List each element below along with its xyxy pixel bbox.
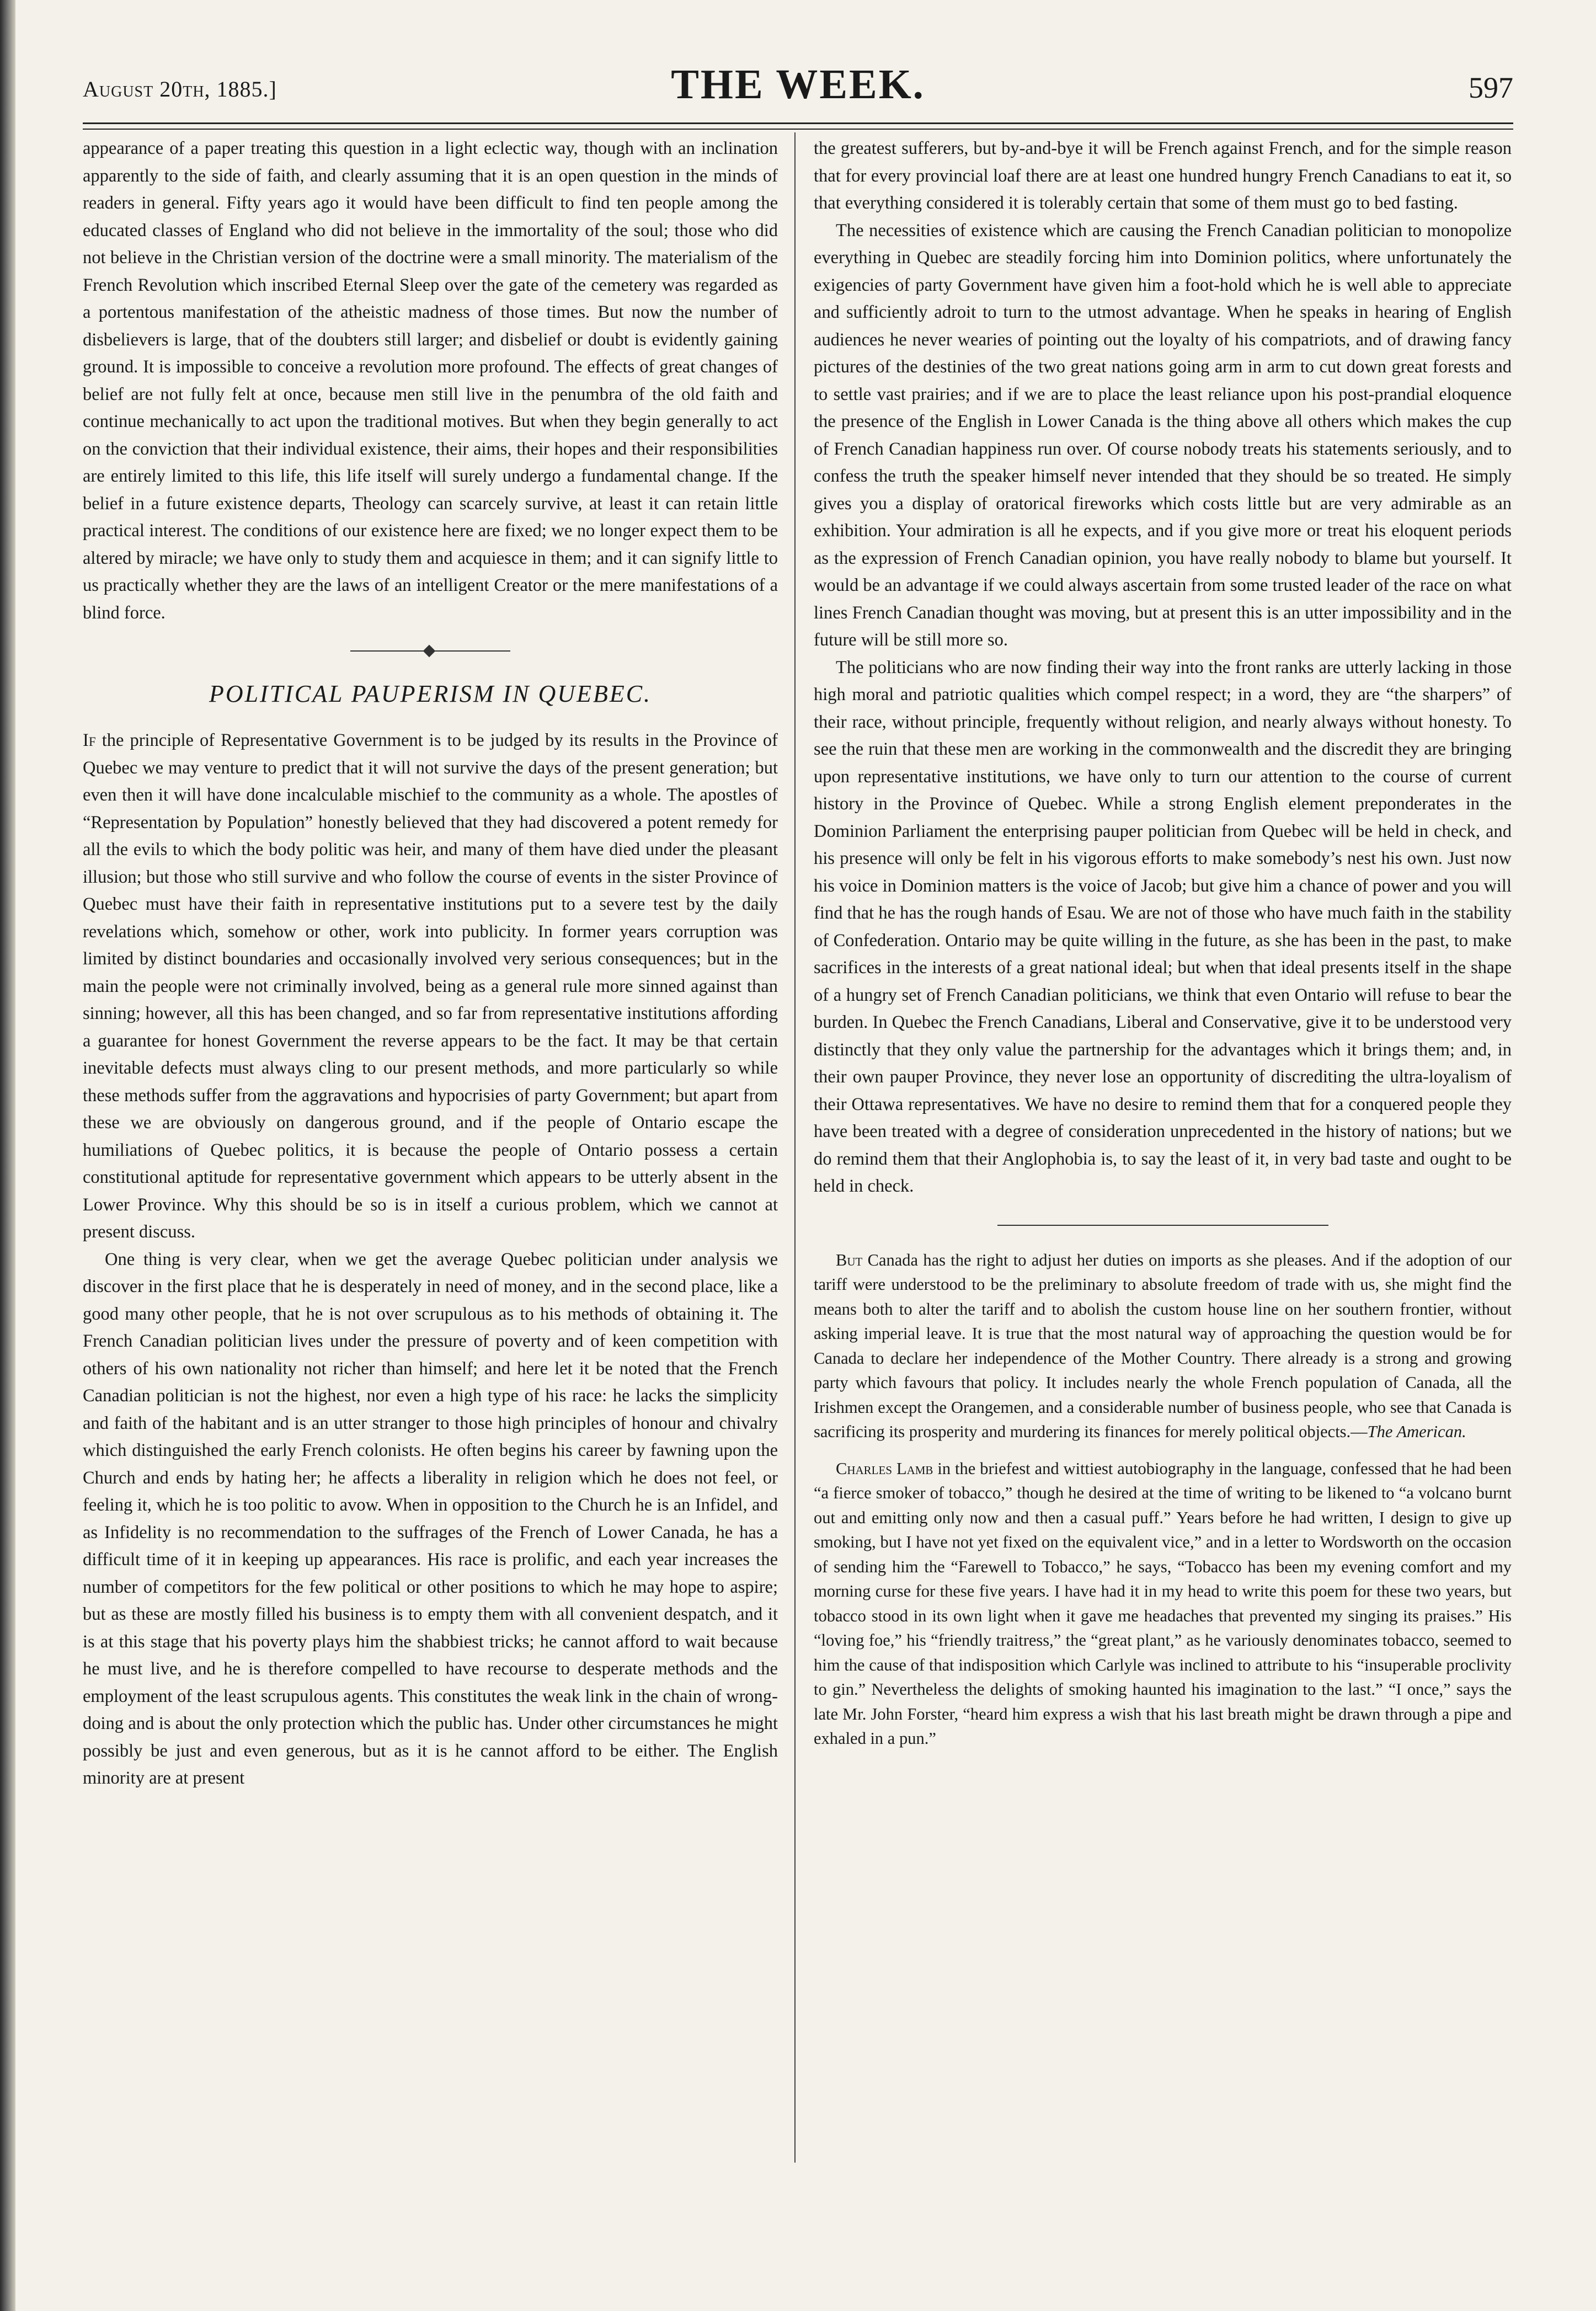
article-title: POLITICAL PAUPERISM IN QUEBEC.: [209, 680, 652, 707]
publication-title: THE WEEK.: [671, 61, 925, 108]
article-paragraph-2: One thing is very clear, when we get the average Quebec politician under analysis we discover in the first place that he is desperately in need of money, and in the second place, like a good many other people, that he is not over scrupulous as to his methods of obtaining it. The French Canadian politician lives under the pressure of poverty and of keen competition with others of his own nationality not richer than himself; and here let it be noted that the French Canadian politician is not the highest, nor even a high type of his race: he lacks the simplicity and faith of the habitant and is an utter stranger to those high principles of honour and chivalry which distinguished the early French colonists. He often begins his career by fawning upon the Church and ends by hating her; he affects a liberality in religion which he does not feel, or feeling it, which he is too politic to avow. When in opposition to the Church he is an Infidel, and as Infidelity is no recommendation to the suffrages of the French of Lower Canada, he has a difficult time of it in keeping up appearances. His race is prolific, and each year increases the number of competitors for the few political or other positions to which he may hope to aspire; but as these are mostly filled his business is to empty them with all convenient despatch, and it is at this stage that his poverty plays him the shabbiest tricks; he cannot afford to wait because he must live, and he is therefore compelled to have recourse to desperate methods and the employment of the least scrupulous agents. This constitutes the weak link in the chain of wrong-doing and is about the only protection which the public has. Under other circumstances he might possibly be just and even generous, but as it is he cannot afford to be either. The English minority are at present: [83, 1249, 778, 1788]
left-column: [83, 135, 778, 1792]
note-lead-word: But: [836, 1250, 863, 1269]
note-source: The American.: [1367, 1422, 1466, 1441]
note-charles-lamb: [814, 1456, 1512, 1751]
article-paragraph-5: The politicians who are now finding their way into the front ranks are utterly lacking in those high moral and patriotic qualities which compel respect; in a word, they are “the sharpers” of their race, without principle, frequently without religion, and nearly always without honesty. To see the ruin that these men are working in the commonwealth and the discredit they are bringing upon representative institutions, we have only to turn our attention to the course of current history in the Province of Quebec. While a strong English element preponderates in the Dominion Parliament the enterprising pauper politician from Quebec will be held in check, and his presence will only be felt in his vigorous efforts to make somebody’s nest his own. Just now his voice in Dominion matters is the voice of Jacob; but give him a chance of power and you will find that he has the rough hands of Esau. We are not of those who have much faith in the stability of Confederation. Ontario may be quite willing in the future, as she has been in the past, to make sacrifices in the interests of a great national ideal; but when that ideal presents itself in the shape of a hungry set of French Canadian politicians, we think that even Ontario will refuse to bear the burden. In Quebec the French Canadians, Liberal and Conservative, give it to be understood very distinctly that they only value the partnership for the advantages which it brings them; and, in their own pauper Province, they never lose an opportunity of discrediting the ultra-loyalism of their Ottawa representatives. We have no desire to remind them that for a conquered people they have been treated with a degree of consideration unprecedented in the history of nations; but we do remind them that their Anglophobia is, to say the least of it, in very bad taste and ought to be held in check.: [814, 657, 1512, 1196]
page-binding-edge: [0, 0, 15, 2311]
page-header: [83, 61, 1513, 121]
note-lead-name: Charles Lamb: [836, 1459, 933, 1478]
note-canada-tariff: [814, 1248, 1512, 1444]
column-divider: [794, 132, 796, 2163]
section-ornament: [350, 647, 510, 655]
note-canada-text: Canada has the right to adjust her duties on imports as she pleases. And if the adoption of our tariff were understood to be the preliminary to absolute freedom of trade with us, she might find the means both to alter the tariff and to abolish the custom house line on her southern frontier, without asking imperial leave. It is true that the most natural way of approaching the question would be for Canada to declare her independence of the Mother Country. There already is a strong and growing party which favours that policy. It includes nearly the whole French population of Canada, all the Irishmen except the Orangemen, and a considerable number of business people, who see that Canada is sacrificing its prosperity and murdering its finances for merely political objects.—: [814, 1250, 1512, 1441]
note-lamb-text: in the briefest and wittiest autobiography in the language, confessed that he had been “a fierce smoker of tobacco,” though he desired at the time of writing to be likened to “a volcano burnt out and emitting only now and then a casual puff.” Years before he had written, I design to give up smoking, but I have not yet fixed on the equivalent vice,” and in a letter to Wordsworth on the occasion of sending him the “Farewell to Tobacco,” he says, “Tobacco has been my evening comfort and my morning curse for these five years. I have had it in my head to write this poem for these two years, but tobacco stood in its own light when it gave me headaches that prevented my singing its praises.” His “loving foe,” his “friendly traitress,” the “great plant,” as he variously denominates tobacco, seemed to him the cause of that indisposition which Carlyle was inclined to attribute to his “insuperable proclivity to gin.” Nevertheless the delights of smoking haunted his imagination to the last.” “I once,” says the late Mr. John Forster, “heard him express a wish that his last breath might be drawn through a pipe and exhaled in a pun.”: [814, 1459, 1512, 1748]
article-paragraph-1: [83, 727, 778, 1246]
article-paragraph-1-text: the principle of Representative Government is to be judged by its results in the Province of Quebec we may venture to predict that it will not survive the days of the present generation; but even then it will have done incalculable mischief to the community as a whole. The apostles of “Representation by Population” honestly believed that they had discovered a potent remedy for all the evils to which the body politic was heir, and many of them have died under the pleasant illusion; but those who still survive and who follow the course of events in the sister Province of Quebec must have their faith in representative institutions put to a severe test by the daily revelations which, somehow or other, work into publicity. In former years corruption was limited by distinct boundaries and occasionally involved very serious consequences; but in the main the people were not criminally involved, being as a general rule more sinned against than sinning; however, all this has been changed, and so far from representative institutions affording a guarantee for honest Government the reverse appears to be the fact. It may be that certain inevitable defects must always cling to our present methods, and more particularly so while these methods suffer from the aggravations and hypocrisies of party Government; but apart from these we are obviously on dangerous ground, and if the people of Ontario escape the humiliations of Quebec politics, it is because the people of Ontario possess a certain constitutional aptitude for representative government which appears to be utterly absent in the Lower Province. Why this should be so is in itself a curious problem, which we cannot at present discuss.: [83, 730, 778, 1242]
header-rule: [83, 122, 1513, 130]
right-column: [814, 135, 1512, 1763]
section-divider: [997, 1225, 1328, 1226]
article-paragraph-4: The necessities of existence which are causing the French Canadian politician to monopolize everything in Quebec are steadily forcing him into Dominion politics, where unfortunately the exigencies of party Government have given him a foot-hold which he is well able to appreciate and sufficiently adroit to turn to the utmost advantage. When he speaks in hearing of English audiences he never wearies of pointing out the loyalty of his compatriots, and of drawing fancy pictures of the destinies of the two great nations going arm in arm to cut down great forests and to settle vast prairies; and if we are to place the least reliance upon his post-prandial eloquence the presence of the English in Lower Canada is the thing above all others which makes the cup of French Canadian happiness run over. Of course nobody treats his statements seriously, and to confess the truth the speaker himself never intended that they should be so treated. He simply gives you a display of oratorical fireworks which costs little but are very admirable as an exhibition. Your admiration is all he expects, and if you give more or treat his eloquent periods as the expression of French Canadian opinion, you have really nobody to blame but yourself. It would be an advantage if we could always ascertain from some trusted leader of the race on what lines French Canadian thought was moving, but at present this is an utter impossibility and in the future will be still more so.: [814, 220, 1512, 650]
header-date: August 20th, 1885.]: [83, 77, 277, 102]
article-lead-word: If: [83, 730, 96, 750]
notes-section: [814, 1248, 1512, 1751]
page-number: 597: [1469, 71, 1513, 104]
intro-paragraph: appearance of a paper treating this question in a light eclectic way, though with an inclination apparently to the side of faith, and clearly assuming that it is an open question in the minds of readers in general. Fifty years ago it would have been difficult to find ten people among the educated classes of England who did not believe in the immortality of the soul; those who did not believe in the Christian version of the doctrine were a small minority. The materialism of the French Revolution which inscribed Eternal Sleep over the gate of the cemetery was regarded as a portentous manifestation of the atheistic madness of those times. But now the number of disbelievers is large, that of the doubters still larger; and disbelief or doubt is evidently gaining ground. It is impossible to conceive a revolution more profound. The effects of great changes of belief are not fully felt at once, because men still live in the penumbra of the old faith and continue mechanically to act upon the traditional motives. But when they begin generally to act on the conviction that their individual existence, their aims, their hopes and their responsibilities are entirely limited to this life, this life itself will surely undergo a fundamental change. If the belief in a future existence departs, Theology can scarcely survive, at least it can retain little practical interest. The conditions of our existence here are fixed; we no longer expect them to be altered by miracle; we have only to study them and acquiesce in them; and it can signify little to us practically whether they are the laws of an intelligent Creator or the mere manifestations of a blind force.: [83, 138, 778, 623]
article-paragraph-3: the greatest sufferers, but by-and-bye it will be French against French, and for the simple reason that for every provincial loaf there are at least one hundred hungry French Canadians to eat it, so that everything considered it is tolerably certain that some of them must go to bed fasting.: [814, 138, 1512, 213]
